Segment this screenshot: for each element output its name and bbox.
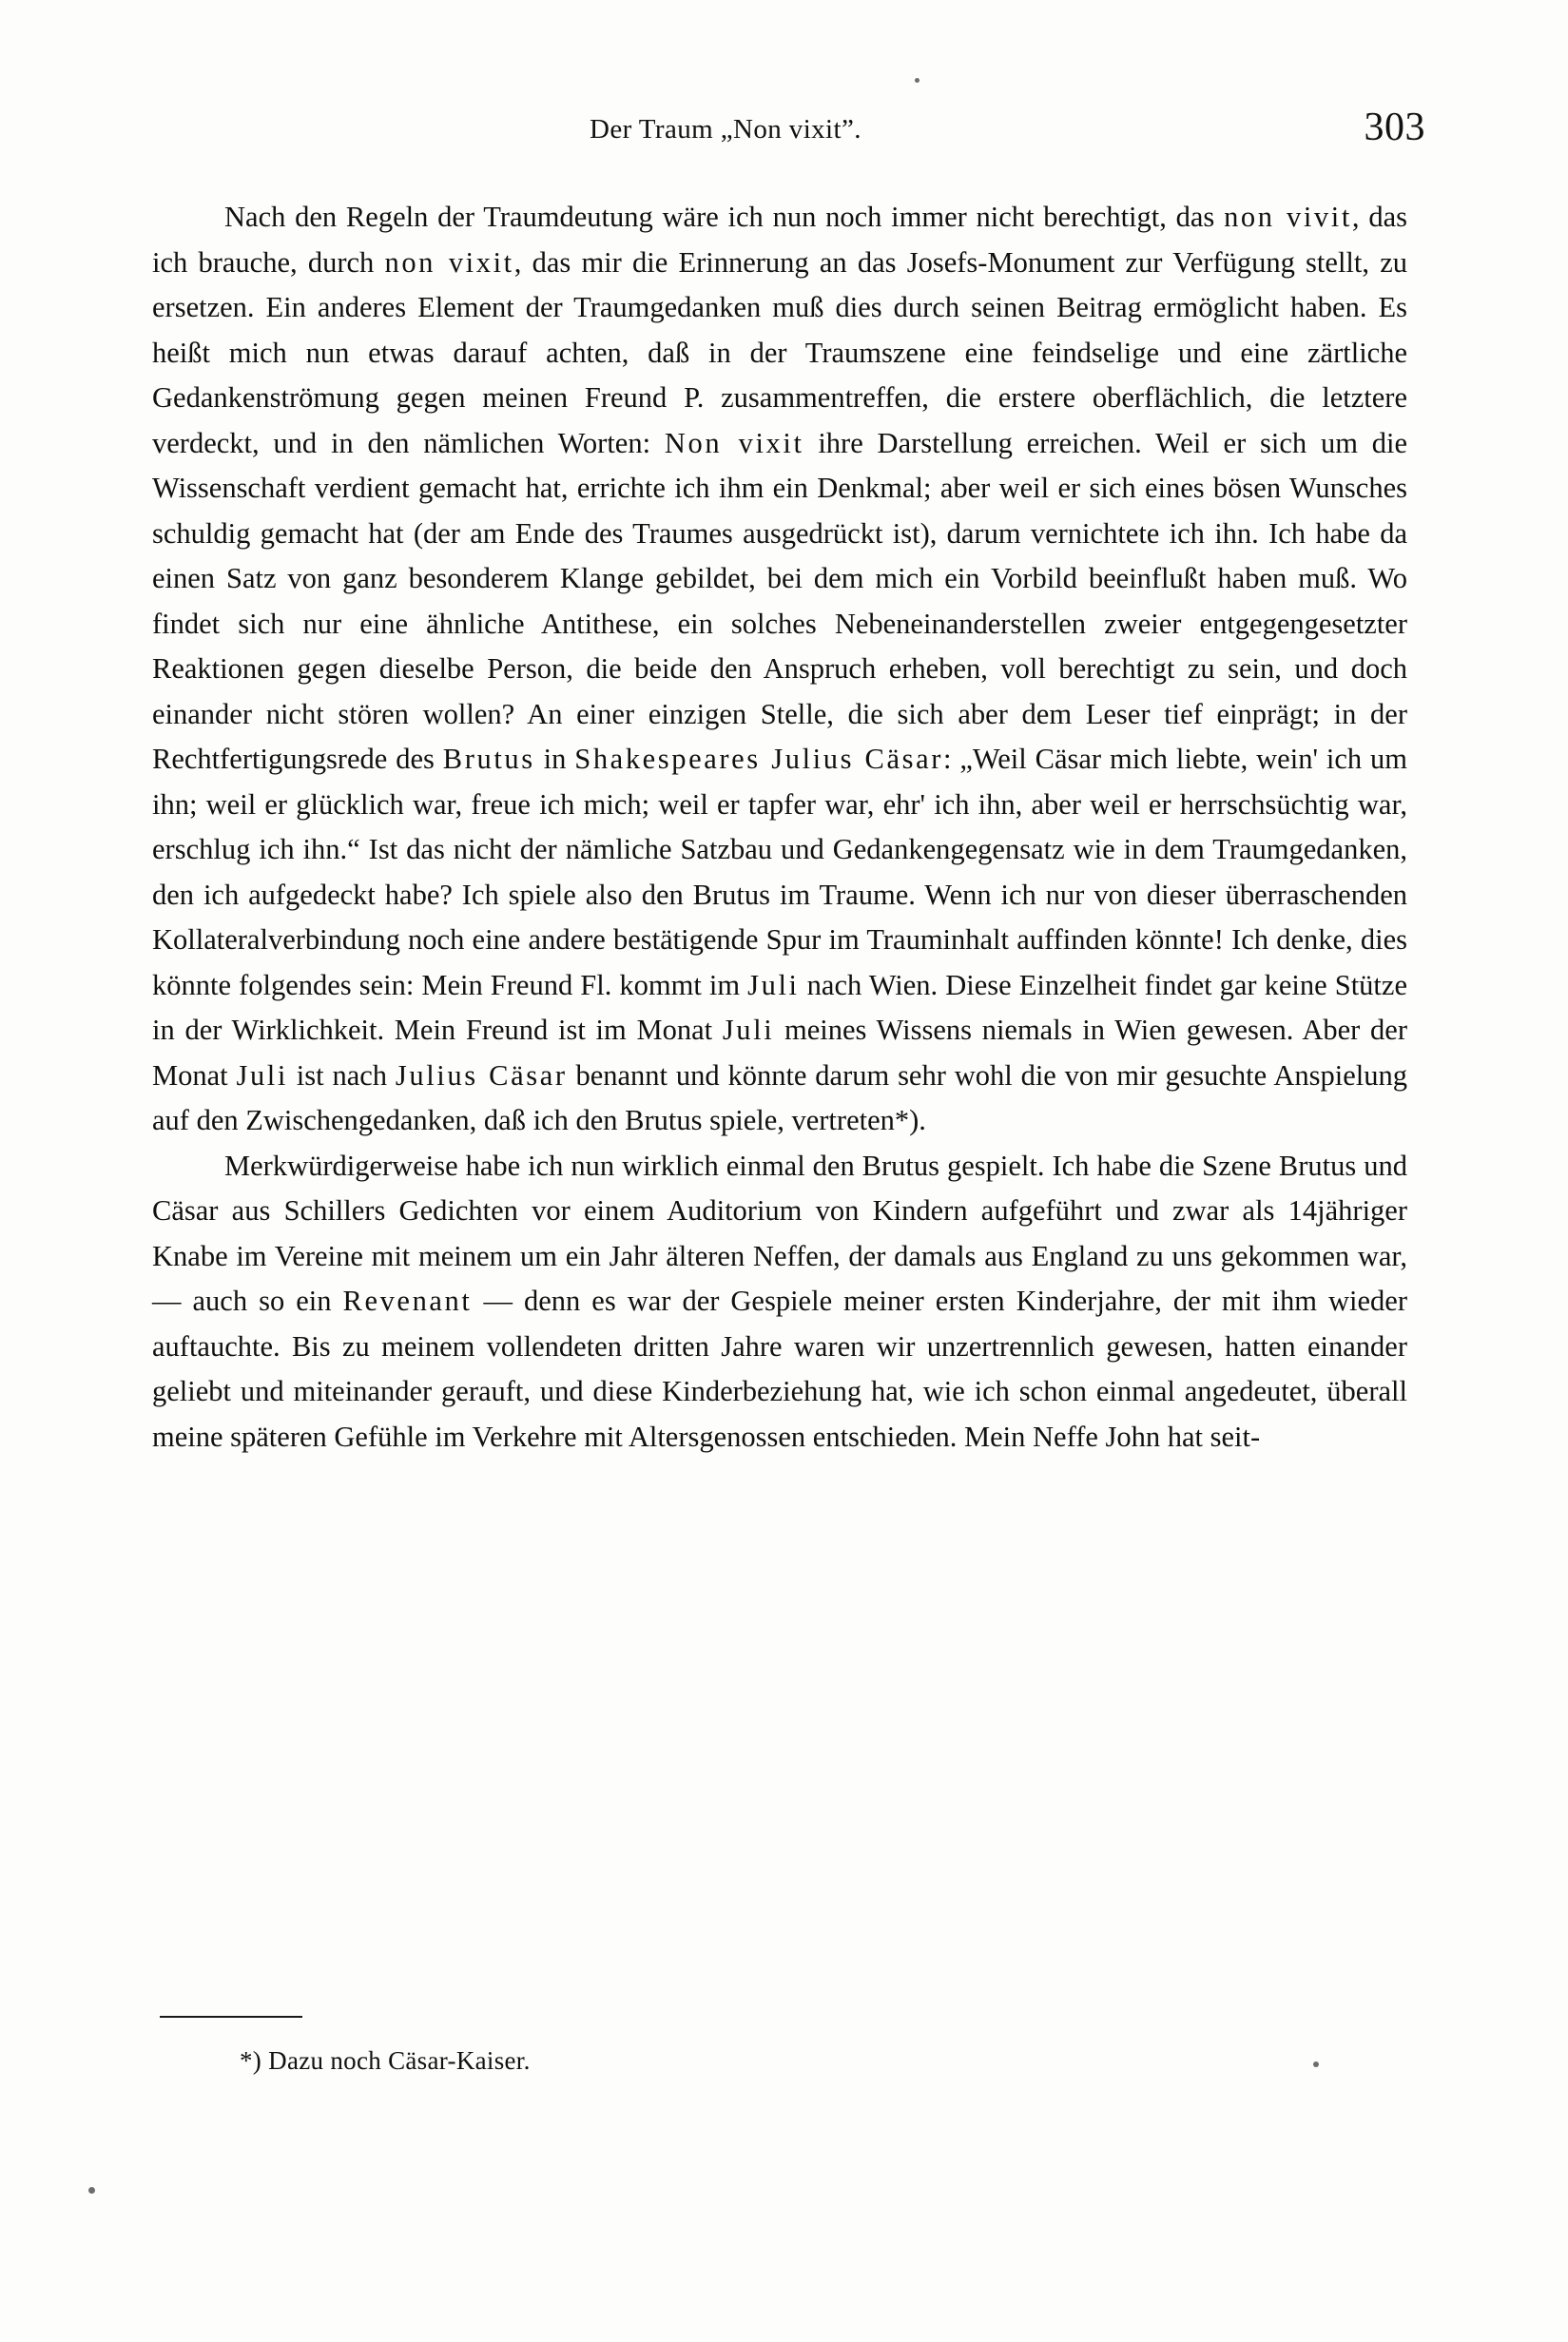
page-number: 303	[1364, 106, 1425, 149]
page-header	[152, 106, 1425, 152]
paragraph-2: Merkwürdigerweise habe ich nun wirklich einmal den Brutus gespielt. Ich habe die Szene Brutus und Cäsar aus Schillers Gedichten vor einem Auditorium von Kindern aufgeführt und zwar als 14jähriger Knabe im Vereine mit meinem um ein Jahr älteren Neffen, der damals aus England zu uns gekommen war, — auch so ein Revenant — denn es war der Gespiele meiner ersten Kinderjahre, der mit ihm wieder auftauchte. Bis zu meinem vollendeten dritten Jahre waren wir unzertrennlich gewesen, hatten einander geliebt und miteinander gerauft, und diese Kinderbeziehung hat, wie ich schon einmal angedeutet, überall meine späteren Gefühle im Verkehre mit Altersgenossen entschieden. Mein Neffe John hat seit-	[152, 1149, 1407, 1453]
paragraph-1: Nach den Regeln der Traumdeutung wäre ich nun noch immer nicht berechtigt, das non vivit, das ich brauche, durch non vixit, das mir die Erinnerung an das Josefs-Monument zur Verfügung stellt, zu ersetzen. Ein anderes Element der Traumgedanken muß dies durch seinen Beitrag ermöglicht haben. Es heißt mich nun etwas darauf achten, daß in der Traumszene eine feindselige und eine zärtliche Gedankenströmung gegen meinen Freund P. zusammentreffen, die erstere oberflächlich, die letztere verdeckt, und in den nämlichen Worten: Non vixit ihre Darstellung erreichen. Weil er sich um die Wissenschaft verdient gemacht hat, errichte ich ihm ein Denkmal; aber weil er sich eines bösen Wunsches schuldig gemacht hat (der am Ende des Traumes ausgedrückt ist), darum vernichtete ich ihn. Ich habe da einen Satz von ganz besonderem Klange gebildet, bei dem mich ein Vorbild beeinflußt haben muß. Wo findet sich nur eine ähnliche Antithese, ein solches Nebeneinanderstellen zweier entgegengesetzter Reaktionen gegen dieselbe Person, die beide den Anspruch erheben, voll berechtigt zu sein, und doch einander nicht stören wollen? An einer einzigen Stelle, die sich aber dem Leser tief einprägt; in der Rechtfertigungsrede des Brutus in Shakespeares Julius Cäsar: „Weil Cäsar mich liebte, wein' ich um ihn; weil er glücklich war, freue ich mich; weil er tapfer war, ehr' ich ihn, aber weil er herrschsüchtig war, erschlug ich ihn.“ Ist das nicht der nämliche Satzbau und Gedankengegensatz wie in dem Traumgedanken, den ich aufgedeckt habe? Ich spiele also den Brutus im Traume. Wenn ich nur von dieser überraschenden Kollateralverbindung noch eine andere bestätigende Spur im Trauminhalt auffinden könnte! Ich denke, dies könnte folgendes sein: Mein Freund Fl. kommt im Juli nach Wien. Diese Einzelheit findet gar keine Stütze in der Wirklichkeit. Mein Freund ist im Monat Juli meines Wissens niemals in Wien gewesen. Aber der Monat Juli ist nach Julius Cäsar benannt und könnte darum sehr wohl die von mir gesuchte Anspielung auf den Zwischengedanken, daß ich den Brutus spiele, vertreten*).	[152, 201, 1407, 1136]
running-head: Der Traum „Non vixit”.	[590, 114, 861, 145]
page-speck	[1313, 2061, 1319, 2067]
page-speck	[915, 78, 920, 83]
footnote-text: *) Dazu noch Cäsar-Kaiser.	[240, 2046, 531, 2075]
body-text	[152, 195, 1407, 1460]
page-speck	[88, 2187, 95, 2194]
footnote-separator	[160, 2016, 302, 2018]
